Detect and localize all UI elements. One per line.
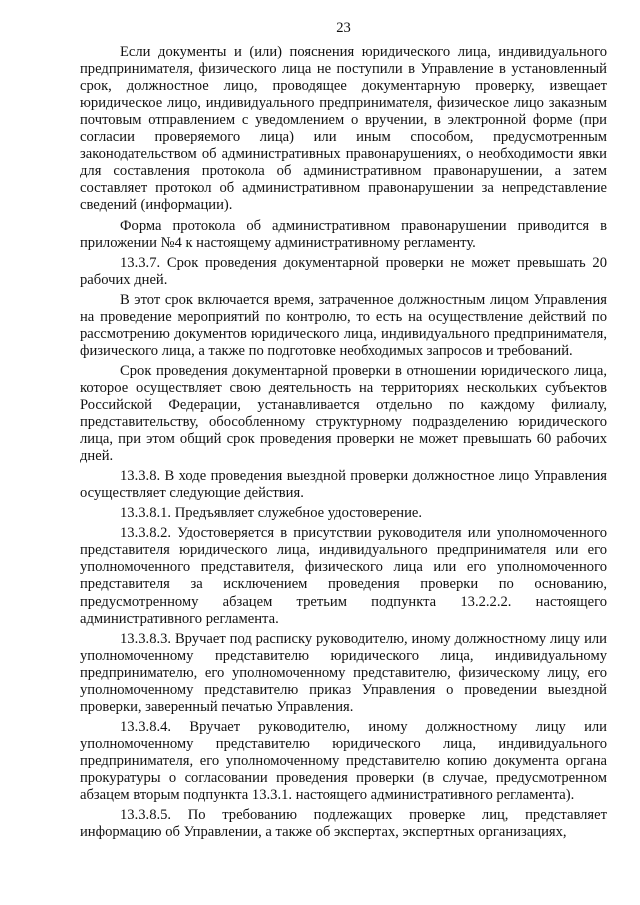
- paragraph-13-3-8-2: 13.3.8.2. Удостоверяется в присутствии руководителя или уполномоченного представителя юридического лица, индивидуального предпринимателя или его уполномоченного представителя, физического лица или его уполномоченного представителя за исключением проведения проверки по основанию, предусмотренному абзацем третьим подпункта 13.2.2.2. настоящего административного регламента.: [80, 525, 607, 627]
- paragraph-13-3-8-1: 13.3.8.1. Предъявляет служебное удостоверение.: [120, 505, 423, 522]
- paragraph-13-3-7: 13.3.7. Срок проведения документарной проверки не может превышать 20 рабочих дней.: [80, 254, 607, 288]
- paragraph-13-3-8-5: 13.3.8.5. По требованию подлежащих проверке лиц, представляет информацию об Управлении, а также об экспертах, экспертных организациях,: [80, 807, 607, 841]
- page-number: 23: [336, 20, 351, 36]
- paragraph-13-3-8-4: 13.3.8.4. Вручает руководителю, иному должностному лицу или уполномоченному представителю юридического лица, индивидуального предпринимателя, его уполномоченному представителю копию документа органа прокуратуры о согласовании проведения проверки (в случае, предусмотренном абзацем вторым подпункта 13.3.1. настоящего административного регламента).: [80, 718, 607, 804]
- paragraph-protocol-form: Форма протокола об административном правонарушении приводится в приложении №4 к настоящему административному регламенту.: [80, 217, 607, 251]
- paragraph-13-3-8: 13.3.8. В ходе проведения выездной проверки должностное лицо Управления осуществляет следующие действия.: [80, 468, 607, 502]
- paragraph-branches-term: Срок проведения документарной проверки в отношении юридического лица, которое осуществляет свою деятельность на территориях нескольких субъектов Российской Федерации, устанавливается отдельно по каждому филиалу, представительству, обособленному структурному подразделению юридического лица, при этом общий срок проведения проверки не может превышать 60 рабочих дней.: [80, 362, 607, 465]
- paragraph-13-3-8-3: 13.3.8.3. Вручает под расписку руководителю, иному должностному лицу или уполномоченному представителю юридического лица, индивидуальному предпринимателю, его уполномоченному представителю, физическому лицу, его уполномоченному представителю приказ Управления о проведении выездной проверки, заверенный печатью Управления.: [80, 630, 607, 715]
- paragraph-time-included: В этот срок включается время, затраченное должностным лицом Управления на проведение мероприятий по контролю, то есть на осуществление действий по рассмотрению документов юридического лица, индивидуального предпринимателя, физического лица, а также по подготовке необходимых запросов и требований.: [80, 291, 607, 359]
- paragraph-notice-of-protocol: Если документы и (или) пояснения юридического лица, индивидуального предпринимателя, физического лица не поступили в Управление в установленный срок, должностное лицо, проводящее документарную проверку, извещает юридическое лицо, индивидуального предпринимателя, физическое лицо заказным почтовым отправлением с уведомлением о вручении, в электронной форме (при согласии проверяемого лица) или иным способом, предусмотренным законодательством об административных правонарушениях, о необходимости явки для составления протокола об административном правонарушении, а затем составляет протокол об административном правонарушении за непредставление сведений (информации).: [80, 44, 607, 214]
